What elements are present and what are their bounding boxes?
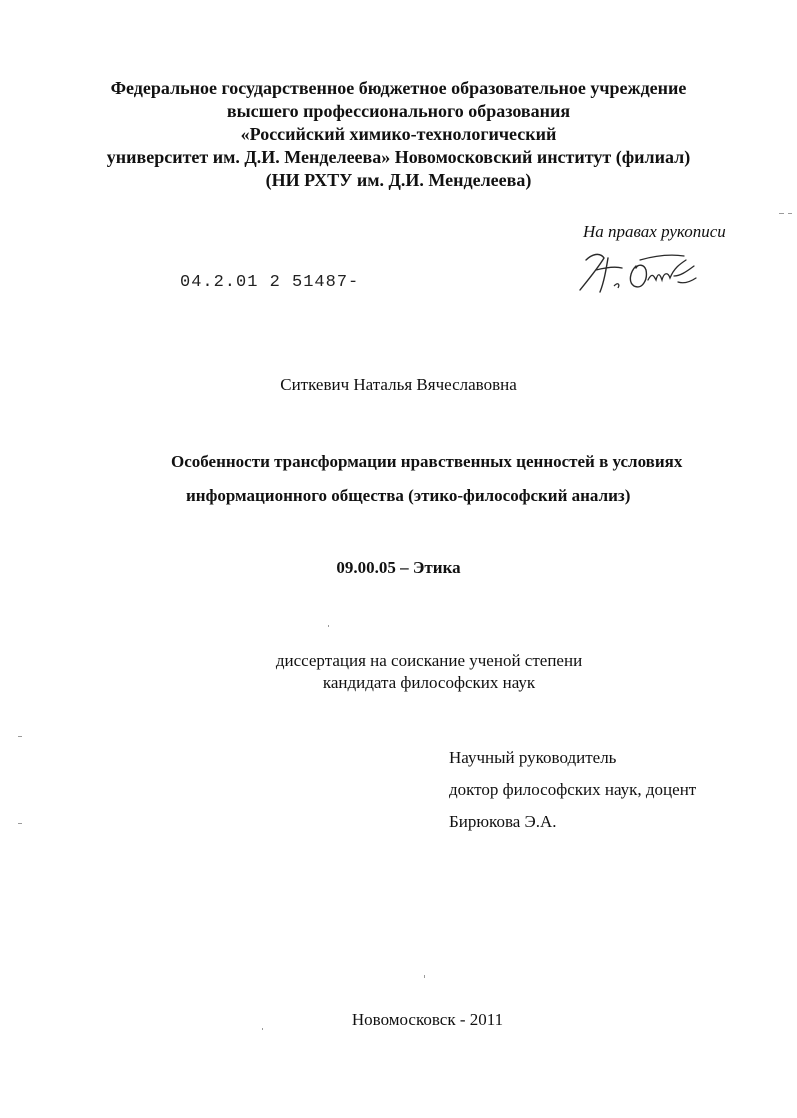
degree-line-1: диссертация на соискание ученой степени	[275, 651, 583, 670]
institution-line: (НИ РХТУ им. Д.И. Менделеева)	[265, 170, 532, 190]
institution-line: университет им. Д.И. Менделеева» Новомосковский институт (филиал)	[106, 147, 691, 167]
institution-line: высшего профессионального образования	[226, 101, 571, 121]
supervisor-credentials: доктор философских наук, доцент	[449, 780, 697, 799]
scan-speck	[328, 625, 329, 627]
institution-line: «Российский химико-технологический	[240, 124, 557, 144]
scan-speck	[779, 213, 784, 214]
specialty-code: 09.00.05 – Этика	[336, 558, 461, 577]
manuscript-rights-note: На правах рукописи	[583, 222, 726, 241]
city-and-year: Новомосковск - 2011	[351, 1010, 504, 1029]
handwritten-signature	[574, 246, 704, 296]
degree-statement	[0, 650, 797, 694]
scan-speck	[262, 1028, 263, 1030]
scan-speck	[424, 975, 425, 978]
author-name: Ситкевич Наталья Вячеславовна	[280, 375, 517, 394]
supervisor-name: Бирюкова Э.А.	[449, 812, 557, 831]
scan-speck	[788, 213, 792, 214]
scan-speck	[18, 823, 22, 824]
registration-stamp-number: 04.2.01 2 51487-	[180, 273, 360, 292]
institution-line: Федеральное государственное бюджетное образовательное учреждение	[110, 78, 687, 98]
thesis-title-line-1: Особенности трансформации нравственных ценностей в условиях	[171, 452, 683, 471]
thesis-title-line-2: информационного общества (этико-философский анализ)	[186, 486, 631, 505]
degree-line-2: кандидата философских наук	[322, 673, 536, 692]
scan-speck	[18, 736, 22, 737]
institution-header	[0, 77, 797, 192]
supervisor-role: Научный руководитель	[449, 748, 617, 767]
supervisor-block	[449, 742, 696, 838]
